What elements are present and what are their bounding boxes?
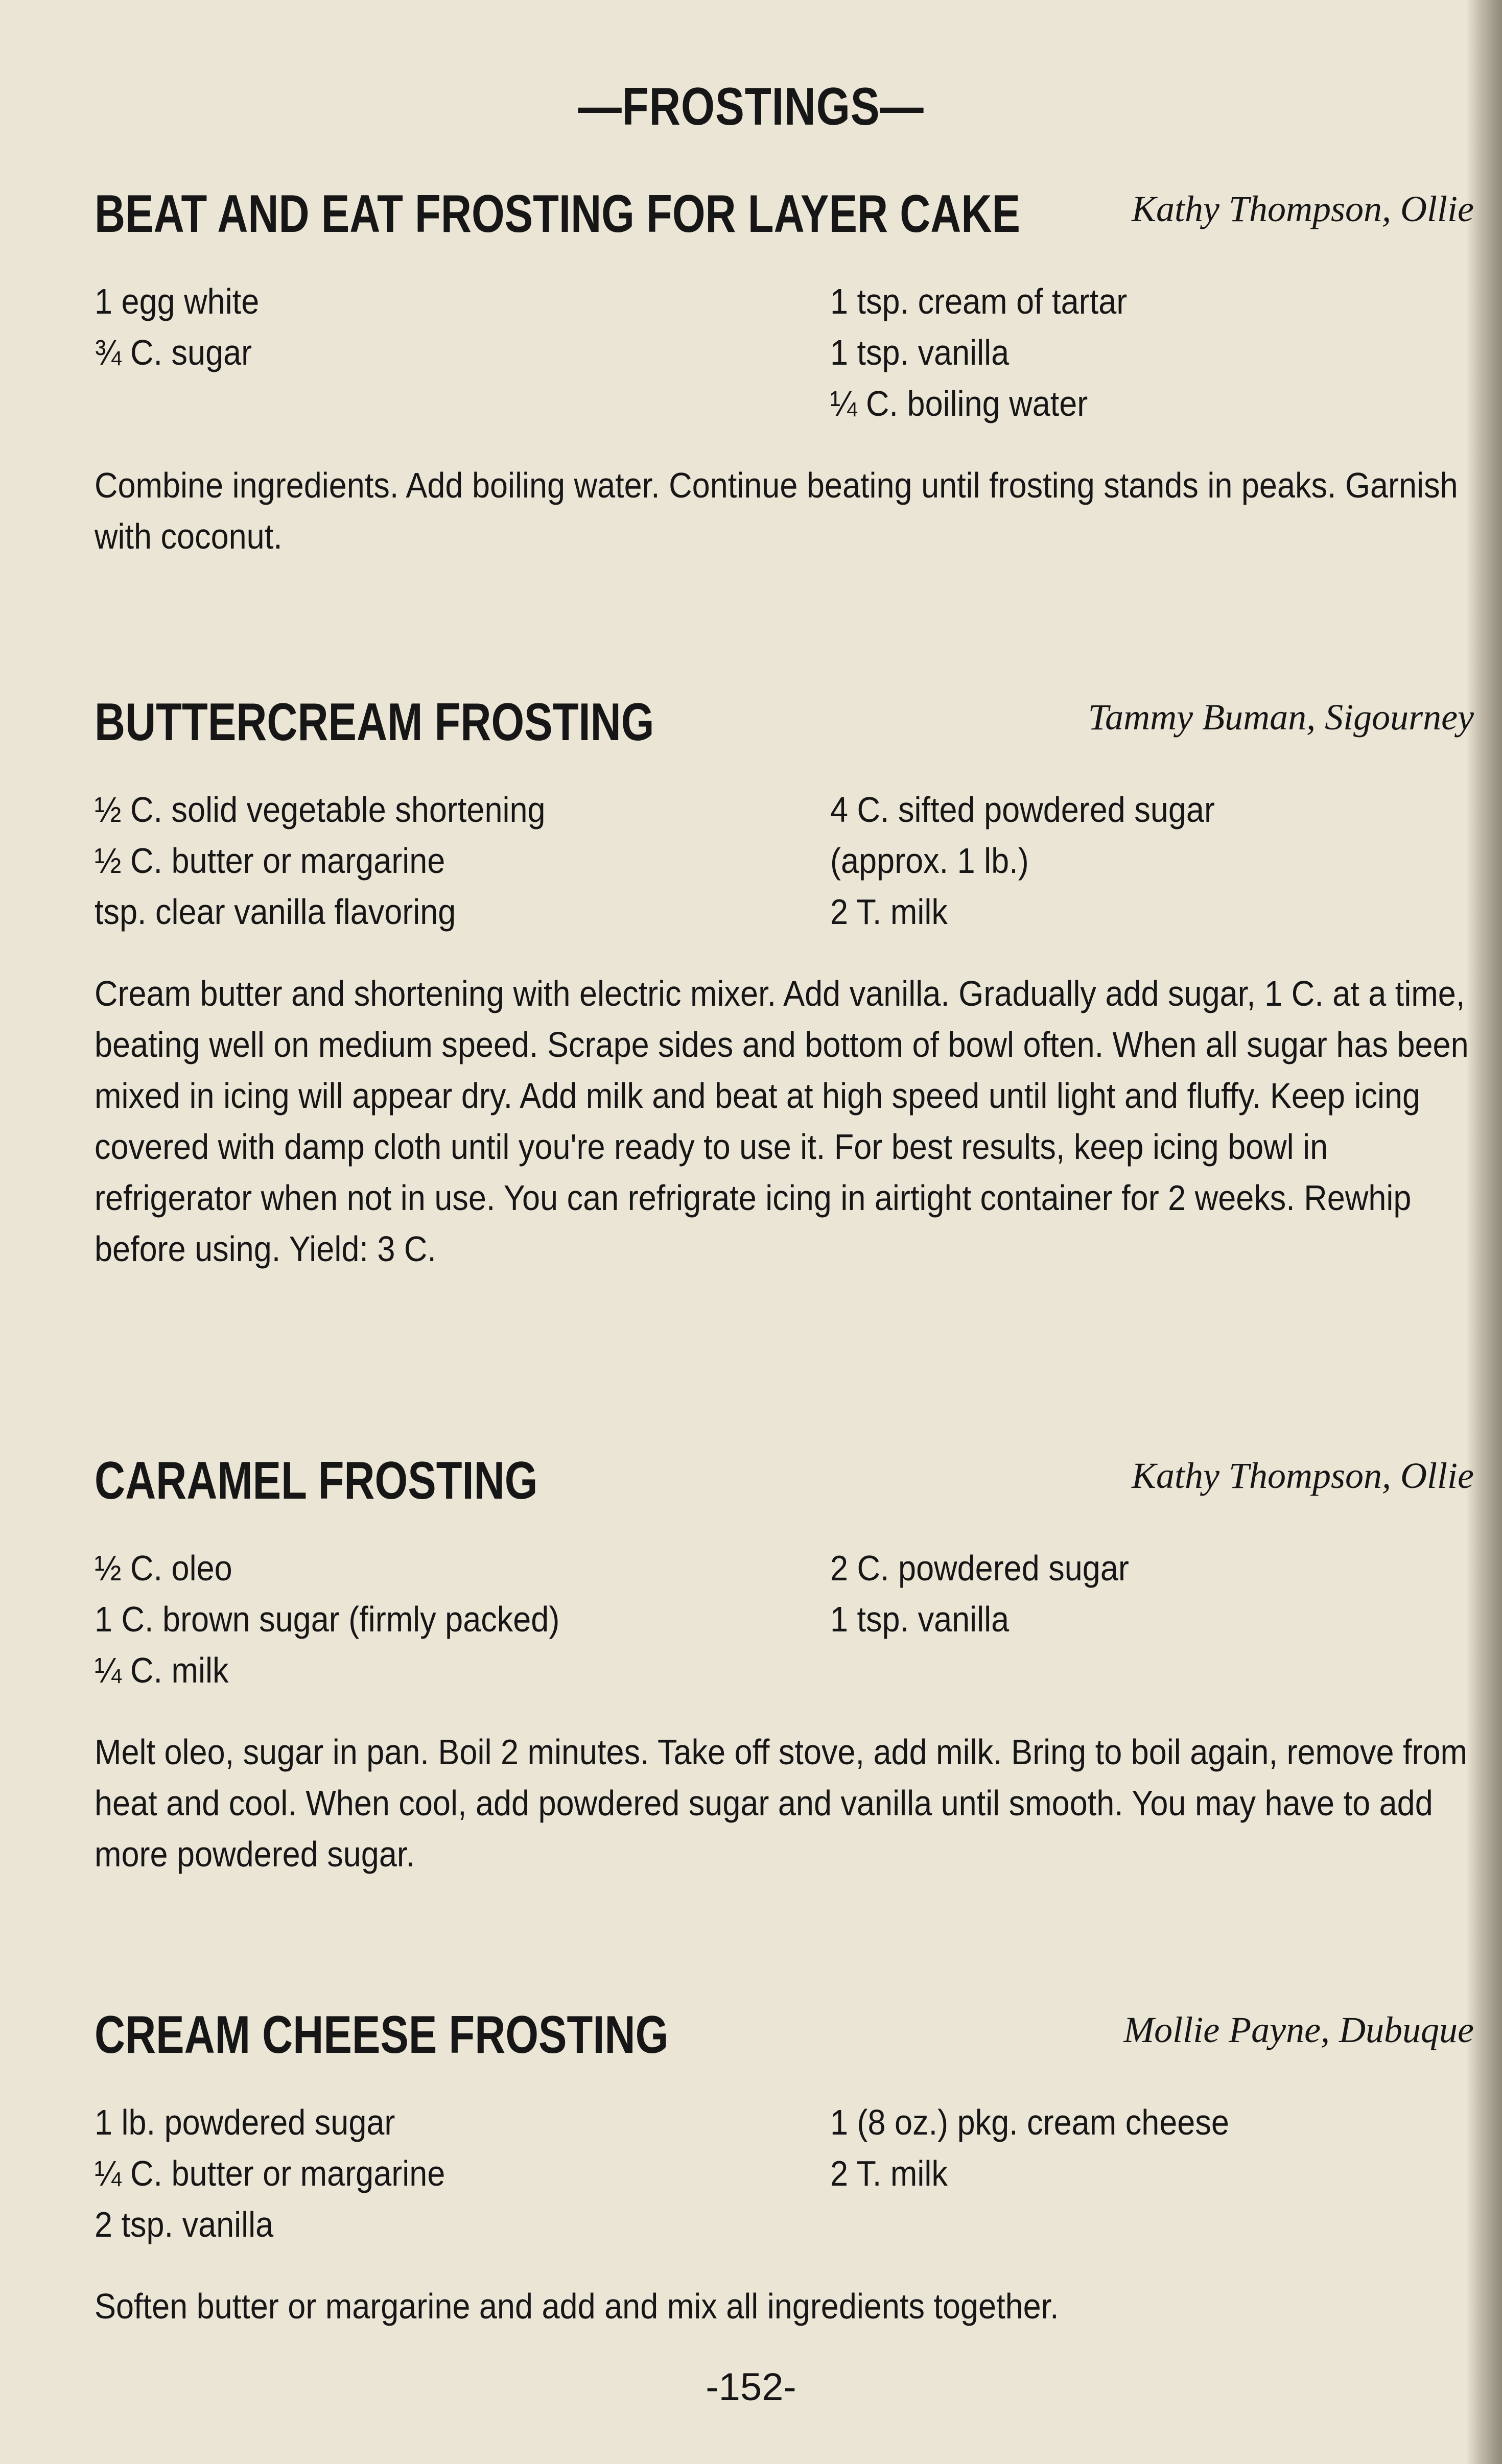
ingredient: 1 lb. powdered sugar — [95, 2102, 395, 2142]
page-number: -152- — [706, 2365, 796, 2409]
ingredients-right-column — [830, 784, 1474, 937]
ingredient: ½ C. oleo — [95, 1548, 232, 1588]
ingredients-right-column — [830, 1543, 1474, 1696]
ingredient-list — [95, 784, 1474, 937]
ingredient: ¼ C. boiling water — [830, 384, 1088, 423]
recipe-buttercream-frosting — [95, 692, 1474, 1274]
recipe-header — [95, 2005, 1474, 2071]
ingredient: ¾ C. sugar — [95, 333, 252, 372]
ingredient: 1 C. brown sugar (firmly packed) — [95, 1599, 560, 1639]
recipe-title: BEAT AND EAT FROSTING FOR LAYER CAKE — [95, 184, 1020, 244]
ingredient-list — [95, 276, 1474, 429]
ingredient: ¼ C. milk — [95, 1650, 229, 1690]
recipe-title: BUTTERCREAM FROSTING — [95, 693, 654, 752]
recipe-directions: Soften butter or margarine and add and mix all ingredients together. — [95, 2286, 1059, 2326]
ingredient-list — [95, 1543, 1474, 1696]
ingredient: 4 C. sifted powdered sugar — [830, 790, 1215, 830]
recipe-author: Mollie Payne, Dubuque — [1123, 2009, 1474, 2050]
ingredient: 1 tsp. cream of tartar — [830, 281, 1128, 321]
ingredients-left-column — [95, 784, 830, 937]
ingredients-right-column — [830, 2097, 1474, 2250]
recipe-author: Kathy Thompson, Ollie — [1131, 188, 1474, 229]
recipe-beat-and-eat-frosting — [95, 184, 1474, 562]
ingredient: 1 tsp. vanilla — [830, 1599, 1010, 1639]
recipe-header — [95, 184, 1474, 250]
ingredients-left-column — [95, 276, 830, 429]
recipe-caramel-frosting — [95, 1451, 1474, 1880]
ingredient: 1 tsp. vanilla — [830, 333, 1010, 372]
ingredient: 2 tsp. vanilla — [95, 2205, 274, 2244]
ingredient: ½ C. butter or margarine — [95, 841, 445, 881]
ingredients-right-column — [830, 276, 1474, 429]
ingredient: (approx. 1 lb.) — [830, 841, 1029, 881]
ingredient: 2 T. milk — [830, 892, 948, 932]
ingredient: ¼ C. butter or margarine — [95, 2153, 445, 2193]
recipe-author: Kathy Thompson, Ollie — [1131, 1455, 1474, 1496]
ingredient: tsp. clear vanilla flavoring — [95, 892, 456, 932]
recipe-title: CARAMEL FROSTING — [95, 1451, 538, 1510]
recipe-directions: Cream butter and shortening with electric mixer. Add vanilla. Gradually add sugar, 1 C. at a time, beating well on medium speed. Scrape sides and bottom of bowl often. When all sugar has been mixed in icing will appear dry. Add milk and beat at high speed until light and fluffy. Keep icing covered with damp cloth until you're ready to use it. For best results, keep icing bowl in refrigerator when not in use. You can refrigrate icing in airtight container for 2 weeks. Rewhip before using. Yield: 3 C. — [95, 974, 1469, 1269]
recipe-header — [95, 1451, 1474, 1517]
ingredient: 2 T. milk — [830, 2153, 948, 2193]
recipe-directions: Combine ingredients. Add boiling water. Continue beating until frosting stands in peaks. Garnish with coconut. — [95, 465, 1458, 556]
ingredient: ½ C. solid vegetable shortening — [95, 790, 546, 830]
page-title: —FROSTINGS— — [578, 77, 924, 136]
ingredient: 1 (8 oz.) pkg. cream cheese — [830, 2102, 1229, 2142]
ingredient: 2 C. powdered sugar — [830, 1548, 1129, 1588]
recipe-title: CREAM CHEESE FROSTING — [95, 2005, 669, 2065]
recipe-directions: Melt oleo, sugar in pan. Boil 2 minutes. Take off stove, add milk. Bring to boil again, remove from heat and cool. When cool, add powdered sugar and vanilla until smooth. You may have to add more powdered sugar. — [95, 1732, 1468, 1874]
ingredients-left-column — [95, 2097, 830, 2250]
ingredient-list — [95, 2097, 1474, 2250]
recipe-author: Tammy Buman, Sigourney — [1088, 697, 1474, 738]
recipe-cream-cheese-frosting — [95, 2005, 1474, 2332]
ingredient: 1 egg white — [95, 281, 260, 321]
ingredients-left-column — [95, 1543, 830, 1696]
recipe-header — [95, 692, 1474, 759]
